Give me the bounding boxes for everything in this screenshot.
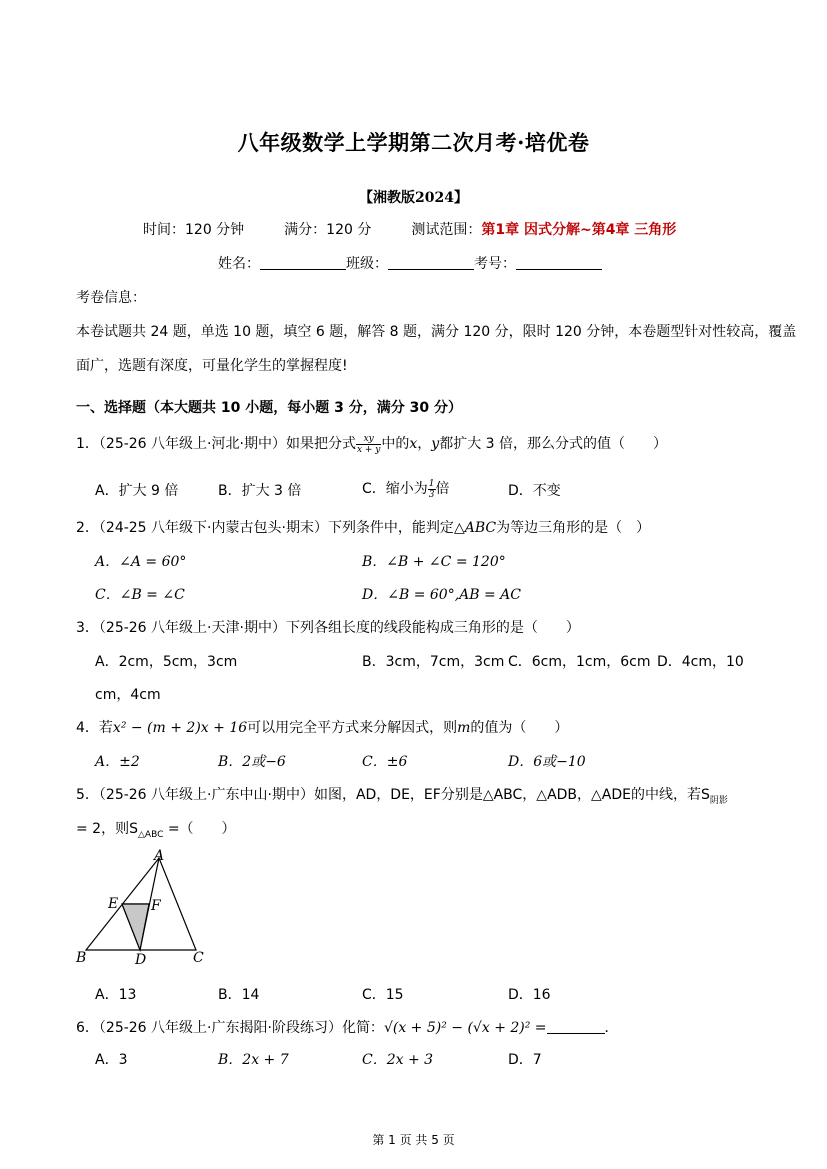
student-info-fields: [218, 253, 602, 273]
q5-shade-subscript: 阴影: [709, 795, 728, 806]
q1-option-c-fraction: [428, 479, 436, 500]
q1-option-a[interactable]: A．扩大 9 倍: [95, 483, 179, 499]
q1-option-c-num: 1: [428, 478, 435, 489]
q5-triangle-figure: [72, 848, 212, 970]
q5-line-2-post: =（ ）: [163, 821, 236, 837]
question-4-stem: [76, 717, 568, 737]
page-title: 八年级数学上学期第二次月考·培优卷: [237, 130, 590, 155]
vertex-label-a: A: [154, 848, 165, 864]
name-field[interactable]: [260, 255, 346, 270]
section-heading: 一、选择题（本大题共 10 小题，每小题 3 分，满分 30 分）: [76, 400, 462, 416]
question-5-stem-line-2: [76, 818, 236, 840]
q5-option-a[interactable]: A．13: [95, 987, 137, 1003]
q4-expression: x² − (m + 2)x + 16: [112, 720, 248, 736]
q1-var-x: x: [409, 436, 418, 452]
q2-option-a[interactable]: A．∠A = 60°: [95, 554, 187, 570]
q1-sep: ，: [417, 436, 432, 452]
q5-option-b[interactable]: B．14: [218, 987, 260, 1003]
q6-option-c[interactable]: C．2x + 3: [362, 1052, 434, 1068]
vertex-label-c: C: [193, 950, 204, 966]
q1-fraction: [356, 434, 381, 455]
vertex-label-b: B: [76, 950, 87, 966]
info-heading: 考卷信息：: [76, 290, 146, 306]
q3-option-c[interactable]: C．6cm，1cm，6cm: [508, 654, 651, 670]
q3-option-b[interactable]: B．3cm，7cm，3cm: [362, 654, 505, 670]
q3-option-d[interactable]: D．4cm，10: [657, 654, 744, 670]
vertex-label-f: F: [151, 898, 161, 914]
q5-option-d[interactable]: D．16: [508, 987, 551, 1003]
q2-suffix: 为等边三角形的是（ ）: [496, 520, 651, 536]
q6-option-a[interactable]: A．3: [95, 1052, 128, 1068]
q1-option-d[interactable]: D．不变: [508, 483, 561, 499]
exam-number-label: 考号：: [474, 256, 516, 272]
question-6-stem: [76, 1017, 619, 1037]
q1-option-c-pre: C．缩小为: [362, 481, 428, 497]
q6-answer-blank[interactable]: [547, 1019, 605, 1034]
q6-option-b[interactable]: B．2x + 7: [218, 1052, 289, 1068]
q2-option-d[interactable]: D．∠B = 60°,AB = AC: [362, 587, 521, 603]
q2-prefix: 2．（24-25 八年级下·内蒙古包头·期末）下列条件中，能判定: [76, 520, 454, 536]
q5-abc-subscript: △ABC: [137, 829, 164, 840]
q6-prefix: 6．（25-26 八年级上·广东揭阳·阶段练习）化简：: [76, 1020, 384, 1036]
page-footer: 第 1 页 共 5 页: [372, 1133, 455, 1147]
vertex-label-d: D: [135, 952, 147, 968]
question-1-stem: [76, 433, 667, 455]
class-field[interactable]: [388, 255, 474, 270]
q4-suffix: 的值为（ ）: [470, 720, 569, 736]
q4-option-c[interactable]: C．±6: [362, 754, 408, 770]
vertex-label-e: E: [108, 896, 119, 912]
q1-fraction-numerator: xy: [356, 434, 381, 445]
q2-option-c[interactable]: C．∠B = ∠C: [95, 587, 185, 603]
q1-option-c-den: 3: [428, 489, 435, 500]
q4-option-d[interactable]: D．6或−10: [508, 754, 586, 770]
question-3-stem: 3．（25-26 八年级上·天津·期中）下列各组长度的线段能构成三角形的是（ ）: [76, 620, 580, 636]
q6-expression: √(x + 5)² − (√x + 2)² =: [383, 1020, 547, 1036]
edition-label: 【湘教版2024】: [359, 190, 468, 206]
q1-prefix: 1．（25-26 八年级上·河北·期中）如果把分式: [76, 436, 356, 452]
time-limit: 时间：120 分钟: [143, 222, 245, 238]
name-label: 姓名：: [218, 256, 260, 272]
class-label: 班级：: [346, 256, 388, 272]
info-line-2: 面广，选题有深度，可量化学生的掌握程度!: [76, 358, 348, 374]
q1-var-y: y: [431, 436, 440, 452]
shaded-region: [122, 904, 149, 950]
q1-option-b[interactable]: B．扩大 3 倍: [218, 483, 302, 499]
exam-meta: [143, 219, 676, 239]
full-score: 满分：120 分: [284, 222, 372, 238]
q5-line-2-pre: = 2，则S: [76, 821, 138, 837]
q3-option-d-continued: cm，4cm: [95, 687, 161, 703]
q2-option-b[interactable]: B．∠B + ∠C = 120°: [362, 554, 506, 570]
q4-option-b[interactable]: B．2或−6: [218, 754, 286, 770]
test-range-value: 第1章 因式分解~第4章 三角形: [481, 222, 677, 238]
q4-mid: 可以用完全平方式来分解因式，则: [247, 720, 458, 736]
q1-suffix: 都扩大 3 倍，那么分式的值（ ）: [439, 436, 668, 452]
q1-option-c-post: 倍: [435, 481, 450, 497]
q1-option-c[interactable]: [362, 478, 450, 500]
q4-var-m: m: [457, 720, 471, 736]
info-line-1: 本卷试题共 24 题，单选 10 题，填空 6 题，解答 8 题，满分 120 分，限时 120 分钟，本卷题型针对性较高，覆盖: [76, 324, 797, 340]
exam-number-field[interactable]: [516, 255, 602, 270]
q5-line-1: 5．（25-26 八年级上·广东中山·期中）如图，AD，DE，EF分别是△ABC，△ADB，△ADE的中线，若S: [76, 787, 710, 803]
q6-end: ．: [604, 1020, 619, 1036]
q1-fraction-denominator: x + y: [356, 444, 381, 455]
q4-option-a[interactable]: A．±2: [95, 754, 140, 770]
q5-option-c[interactable]: C．15: [362, 987, 404, 1003]
test-range-label: 测试范围：: [411, 222, 482, 238]
q3-option-a[interactable]: A．2cm，5cm，3cm: [95, 654, 238, 670]
q4-prefix: 4．若: [76, 720, 113, 736]
question-2-stem: [76, 517, 650, 537]
q2-triangle: △ABC: [453, 520, 497, 536]
q6-option-d[interactable]: D．7: [508, 1052, 542, 1068]
question-5-stem-line-1: [76, 784, 728, 806]
q1-mid: 中的: [381, 436, 410, 452]
